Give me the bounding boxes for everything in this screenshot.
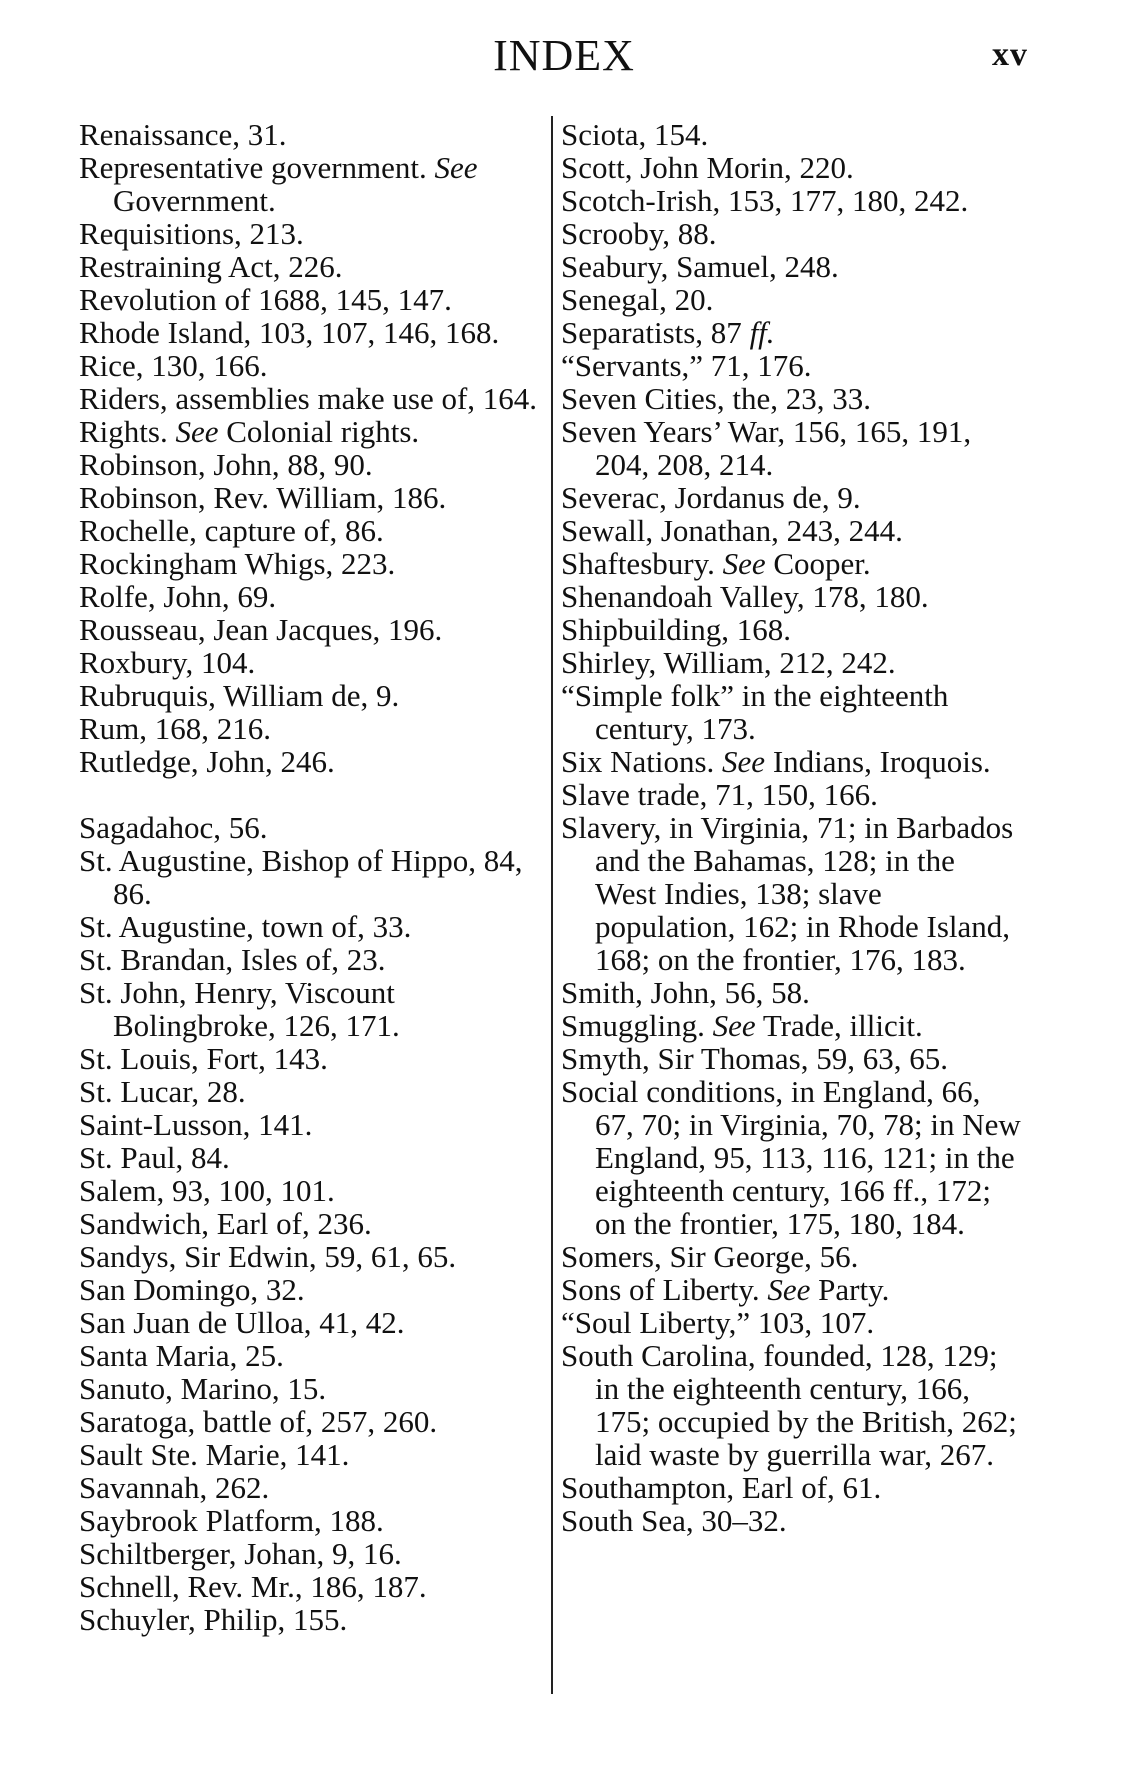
index-entry-text: St. Augustine, Bishop of Hippo, 84, 86. [79,843,523,911]
see-reference-target: Cooper. [773,546,871,581]
page-title: INDEX [493,31,635,80]
index-entry [79,448,539,481]
index-entry-text: “Servants,” 71, 176. [561,348,812,383]
index-entry [79,514,539,547]
index-entry [79,1042,539,1075]
index-entry-text: St. Lucar, 28. [79,1074,246,1109]
index-entry [79,1174,539,1207]
index-entry [561,976,1023,1009]
index-entry-text: Rum, 168, 216. [79,711,272,746]
index-entry [561,1240,1023,1273]
see-reference-label: See [722,744,766,779]
index-entry [79,844,539,910]
index-entry-text: Rochelle, capture of, 86. [79,513,384,548]
index-entry-text: South Carolina, founded, 128, 129; in the eighteenth century, 166, 175; occupied by the British, 262; laid waste by guerrilla war, 267. [561,1338,1017,1472]
index-entry-text: Sagadahoc, 56. [79,810,268,845]
index-entry-text: Sons of Liberty. [561,1272,760,1307]
see-reference-target: Trade, illicit. [762,1008,923,1043]
index-entry [79,349,539,382]
index-entry [79,250,539,283]
index-entry-text: Seabury, Samuel, 248. [561,249,839,284]
index-entry-text: “Simple folk” in the eighteenth century, 173. [561,678,949,746]
index-entry [79,943,539,976]
see-reference-target: Government. [113,183,276,218]
index-entry-text: Smith, John, 56, 58. [561,975,810,1010]
index-entry [79,1471,539,1504]
index-entry [561,1273,1023,1306]
index-entry [79,679,539,712]
index-entry [79,1273,539,1306]
index-entry-text: Requisitions, 213. [79,216,304,251]
index-entry-text: Shipbuilding, 168. [561,612,791,647]
index-entry-text: Slavery, in Virginia, 71; in Barbados and the Bahamas, 128; in the West Indies, 138; slave population, 162; in Rhode Island, 168; on the frontier, 176, 183. [561,810,1014,977]
index-entry-text: Seven Cities, the, 23, 33. [561,381,871,416]
index-entry-text: Rousseau, Jean Jacques, 196. [79,612,443,647]
index-entry-text: Sewall, Jonathan, 243, 244. [561,513,903,548]
index-entry [79,1075,539,1108]
index-entry-text: Saybrook Platform, 188. [79,1503,384,1538]
see-reference-label: See [712,1008,756,1043]
index-entry [561,1504,1023,1537]
index-entry-text: Robinson, John, 88, 90. [79,447,373,482]
index-entry [561,580,1023,613]
index-entry [561,382,1023,415]
index-column-left [79,118,539,1636]
index-entry-text: Smyth, Sir Thomas, 59, 63, 65. [561,1041,948,1076]
index-entry [79,151,539,217]
index-entry [79,1405,539,1438]
index-entry-text: South Sea, 30–32. [561,1503,787,1538]
index-entry-text: Salem, 93, 100, 101. [79,1173,335,1208]
index-entry-text: San Juan de Ulloa, 41, 42. [79,1305,405,1340]
column-divider [551,116,553,1694]
see-reference-target: Party. [818,1272,890,1307]
index-entry [561,283,1023,316]
index-entry [79,1504,539,1537]
index-entry-text: Separatists, 87 [561,315,742,350]
index-entry-text: Riders, assemblies make use of, 164. [79,381,538,416]
index-entry [79,1108,539,1141]
index-entry [79,613,539,646]
index-entry [79,910,539,943]
index-entry-text: Shaftesbury. [561,546,715,581]
index-entry-text: Scotch-Irish, 153, 177, 180, 242. [561,183,969,218]
index-entry [561,1042,1023,1075]
index-entry-text: Slave trade, 71, 150, 166. [561,777,878,812]
index-entry [79,415,539,448]
index-entry [561,151,1023,184]
see-reference-target: Indians, Iroquois. [772,744,991,779]
index-entry-text: Sandys, Sir Edwin, 59, 61, 65. [79,1239,457,1274]
index-entry [561,349,1023,382]
index-entry-text: Senegal, 20. [561,282,714,317]
index-entry [79,580,539,613]
index-entry-text: Somers, Sir George, 56. [561,1239,859,1274]
index-entry [79,217,539,250]
index-entry [561,184,1023,217]
index-entry-text: Schuyler, Philip, 155. [79,1602,348,1637]
index-entry [79,1306,539,1339]
index-entry-text: Robinson, Rev. William, 186. [79,480,447,515]
index-entry [79,1438,539,1471]
see-reference-label: See [434,150,478,185]
index-entry [561,547,1023,580]
index-entry [79,382,539,415]
index-entry-text: Sciota, 154. [561,117,709,152]
index-entry [561,118,1023,151]
see-reference-label: See [722,546,766,581]
index-entry [561,481,1023,514]
index-entry-text: San Domingo, 32. [79,1272,305,1307]
see-reference-target: Colonial rights. [226,414,420,449]
index-entry-text: Seven Years’ War, 156, 165, 191, 204, 208, 214. [561,414,972,482]
index-entry-text: Rutledge, John, 246. [79,744,335,779]
index-entry [79,547,539,580]
index-entry-text: Sandwich, Earl of, 236. [79,1206,372,1241]
see-reference-label: ff. [749,315,775,350]
index-entry-text: Rolfe, John, 69. [79,579,277,614]
index-column-right [561,118,1023,1537]
index-entry-text: Sanuto, Marino, 15. [79,1371,327,1406]
index-entry-text: Scott, John Morin, 220. [561,150,854,185]
index-entry-text: Saratoga, battle of, 257, 260. [79,1404,438,1439]
index-entry [79,316,539,349]
index-entry [561,415,1023,481]
index-entry [561,778,1023,811]
index-entry-text: Scrooby, 88. [561,216,717,251]
index-entry [79,646,539,679]
index-entry [561,316,1023,349]
index-entry-text: Rights. [79,414,168,449]
index-entry-text: Santa Maria, 25. [79,1338,284,1373]
index-entry-text: St. Brandan, Isles of, 23. [79,942,386,977]
index-entry-text: “Soul Liberty,” 103, 107. [561,1305,875,1340]
index-entry [561,1306,1023,1339]
index-entry [561,1471,1023,1504]
index-entry [561,217,1023,250]
index-entry-text: Representative government. [79,150,427,185]
index-entry [79,1141,539,1174]
index-entry [79,712,539,745]
section-gap [79,778,539,811]
index-entry [79,811,539,844]
index-entry-text: Rockingham Whigs, 223. [79,546,396,581]
index-entry-text: Roxbury, 104. [79,645,256,680]
index-entry [561,250,1023,283]
index-entry [79,118,539,151]
index-entry-text: Severac, Jordanus de, 9. [561,480,861,515]
index-entry [79,976,539,1042]
index-entry-text: Sault Ste. Marie, 141. [79,1437,350,1472]
index-entry [561,1075,1023,1240]
index-entry-text: Savannah, 262. [79,1470,270,1505]
index-entry-text: St. Louis, Fort, 143. [79,1041,328,1076]
index-entry-text: Social conditions, in England, 66, 67, 70; in Virginia, 70, 78; in New England, 95, 113, 116, 121; in the eighteenth century, 166 ff., 172; on the frontier, 175, 180, 184. [561,1074,1021,1241]
index-entry-text: Saint-Lusson, 141. [79,1107,313,1142]
index-entry [561,1009,1023,1042]
index-entry-text: St. Paul, 84. [79,1140,230,1175]
index-entry [79,1537,539,1570]
index-entry-text: Renaissance, 31. [79,117,287,152]
index-entry-text: Schiltberger, Johan, 9, 16. [79,1536,402,1571]
index-entry [561,646,1023,679]
index-entry-text: Southampton, Earl of, 61. [561,1470,882,1505]
index-entry [79,1240,539,1273]
index-entry [561,679,1023,745]
index-entry [79,1570,539,1603]
index-entry [79,1339,539,1372]
index-entry [79,1207,539,1240]
index-entry [79,1603,539,1636]
index-entry-text: Rubruquis, William de, 9. [79,678,400,713]
page-number: xv [992,36,1028,73]
index-entry [561,1339,1023,1471]
index-entry [79,481,539,514]
page-header [0,30,1128,86]
index-entry-text: Restraining Act, 226. [79,249,343,284]
index-entry [79,283,539,316]
index-entry [561,613,1023,646]
index-entry [561,745,1023,778]
index-entry-text: Smuggling. [561,1008,705,1043]
index-entry-text: Shenandoah Valley, 178, 180. [561,579,929,614]
index-entry-text: Six Nations. [561,744,715,779]
see-reference-label: See [767,1272,811,1307]
index-entry [79,745,539,778]
index-entry-text: Revolution of 1688, 145, 147. [79,282,452,317]
index-entry [561,514,1023,547]
index-entry-text: Schnell, Rev. Mr., 186, 187. [79,1569,427,1604]
index-entry-text: St. John, Henry, Viscount Bolingbroke, 126, 171. [79,975,400,1043]
index-entry-text: Rhode Island, 103, 107, 146, 168. [79,315,500,350]
index-entry-text: St. Augustine, town of, 33. [79,909,412,944]
see-reference-label: See [175,414,219,449]
index-entry-text: Rice, 130, 166. [79,348,268,383]
index-entry [561,811,1023,976]
index-entry-text: Shirley, William, 212, 242. [561,645,896,680]
index-entry [79,1372,539,1405]
